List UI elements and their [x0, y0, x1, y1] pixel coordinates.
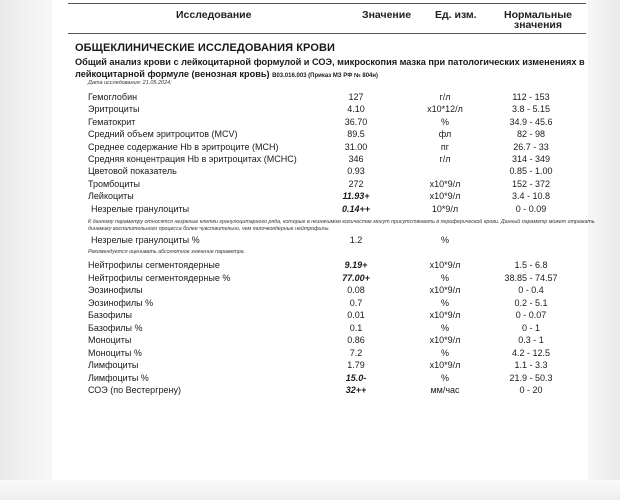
table-row	[88, 117, 588, 129]
table-row	[88, 360, 588, 372]
row-name: Базофилы %	[88, 322, 143, 333]
row-name: Лимфоциты %	[88, 372, 149, 383]
row-ref: 3.8 - 5.15	[511, 104, 551, 115]
table-row	[88, 385, 588, 397]
row-value: 4.10	[347, 104, 365, 115]
row-ref: 0 - 0.4	[518, 285, 544, 295]
table-row	[88, 154, 588, 166]
page-edge-bottom	[0, 480, 620, 500]
row-name: Эритроциты	[88, 104, 140, 115]
header-norm-line1: Нормальные	[503, 9, 572, 21]
row-value: 0.08	[347, 285, 365, 295]
table-row	[88, 191, 588, 203]
row-unit: x10*9/л	[429, 285, 461, 295]
row-ref: 0 - 0.07	[515, 310, 547, 320]
row-value: 0.7	[349, 297, 363, 308]
row-value: 0.1	[349, 322, 363, 333]
row-ref: 0.85 - 1.00	[509, 166, 553, 177]
row-value: 1.79	[347, 360, 365, 370]
table-row	[88, 92, 588, 104]
row-name: Гематокрит	[88, 116, 136, 127]
panel-date: Дата исследования: 21.05.2024;	[88, 80, 172, 86]
row-unit: фл	[438, 129, 452, 140]
row-unit: мм/час	[430, 385, 460, 395]
row-ref: 34.9 - 45.6	[509, 116, 553, 127]
note-recommendation: Рекомендуется оценивать абсолютное значение параметра.	[88, 249, 246, 255]
row-ref: 314 - 349	[511, 154, 551, 164]
row-name: Среднее содержание Hb в эритроците (MCH)	[88, 141, 279, 152]
row-value: 9.19+	[344, 260, 368, 270]
row-ref: 0 - 1	[521, 322, 540, 333]
row-ref: 1.1 - 3.3	[514, 360, 548, 370]
row-name: Моноциты	[88, 335, 132, 345]
row-name: Гемоглобин	[88, 92, 138, 102]
header-top-rule	[68, 3, 586, 4]
row-ref: 21.9 - 50.3	[509, 372, 553, 383]
table-row	[88, 348, 588, 360]
table-row	[88, 373, 588, 385]
row-unit: %	[440, 372, 449, 383]
row-name: Средний объем эритроцитов (MCV)	[88, 129, 238, 140]
row-unit: 10*9/л	[431, 203, 459, 214]
row-ref: 26.7 - 33	[513, 141, 549, 152]
row-ref: 152 - 372	[511, 178, 551, 189]
header-unit: Ед. изм.	[435, 9, 477, 21]
row-ref: 0 - 0.09	[515, 203, 547, 214]
row-ref: 4.2 - 12.5	[511, 347, 551, 358]
header-norm-line2: значения	[514, 19, 562, 31]
row-ref: 3.4 - 10.8	[511, 191, 551, 202]
table-row	[88, 335, 588, 347]
row-unit: пг	[440, 141, 450, 152]
row-unit: %	[440, 297, 449, 308]
row-value: 272	[348, 178, 364, 189]
row-value: 127	[348, 92, 364, 102]
row-name: Средняя концентрация Hb в эритроцитах (MCHC)	[88, 154, 297, 164]
table-row	[88, 204, 588, 216]
row-unit: x10*9/л	[429, 260, 461, 270]
row-unit: %	[440, 347, 449, 358]
table-row	[88, 235, 588, 247]
row-value: 32++	[345, 385, 367, 395]
row-value: 15.0-	[345, 372, 367, 383]
table-row	[88, 285, 588, 297]
table-row	[88, 273, 588, 285]
row-ref: 0.2 - 5.1	[514, 297, 548, 308]
table-row	[88, 179, 588, 191]
row-name: Эозинофилы %	[88, 297, 154, 308]
row-value: 89.5	[347, 129, 365, 140]
row-value: 0.93	[347, 166, 365, 177]
row-unit: %	[440, 322, 449, 333]
panel-title-text: Общий анализ крови с лейкоцитарной формулой и СОЭ, микроскопия мазка при патологических изменениях в лейкоцитарной формуле (венозная кровь)	[75, 57, 585, 79]
table-row	[88, 298, 588, 310]
table-row	[88, 142, 588, 154]
row-unit: x10*9/л	[429, 191, 461, 202]
row-name: Моноциты %	[88, 347, 142, 358]
row-value: 1.2	[349, 235, 363, 245]
row-name: СОЭ (по Вестергрену)	[88, 385, 181, 395]
row-name: Незрелые гранулоциты	[91, 203, 190, 214]
note-immature-granulocytes: К данному параметру относятся незрелые клетки гранулоцитарного ряда, которые в незначимом количестве могут присутствовать в периферической крови. Данный параметр может отражать динамику воспалительного процесса более чувствительно, чем палочкоядерные нейтрофилы.	[88, 219, 595, 232]
row-value: 0.86	[347, 335, 365, 345]
row-unit: %	[440, 272, 449, 283]
row-value: 0.14++	[341, 203, 371, 214]
row-value: 11.93+	[342, 191, 370, 202]
row-value: 77.00+	[342, 272, 370, 283]
header-value: Значение	[362, 9, 412, 21]
section-title: ОБЩЕКЛИНИЧЕСКИЕ ИССЛЕДОВАНИЯ КРОВИ	[75, 42, 336, 54]
table-row	[88, 323, 588, 335]
row-name: Лейкоциты	[88, 191, 134, 202]
row-ref: 82 - 98	[516, 129, 546, 140]
row-unit: x10*9/л	[429, 360, 461, 370]
row-ref: 38.85 - 74.57	[504, 272, 558, 283]
row-unit: x10*9/л	[429, 178, 461, 189]
row-value: 7.2	[349, 347, 363, 358]
table-row	[88, 260, 588, 272]
row-name: Лимфоциты	[88, 360, 139, 370]
row-unit: г/л	[439, 154, 451, 164]
row-unit: x10*9/л	[429, 310, 461, 320]
row-name: Нейтрофилы сегментоядерные	[88, 260, 220, 270]
row-unit: %	[440, 235, 449, 245]
row-unit: г/л	[439, 92, 451, 102]
row-name: Эозинофилы	[88, 285, 143, 295]
page-edge-left	[0, 0, 52, 500]
row-ref: 112 - 153	[512, 92, 550, 102]
row-value: 36.70	[344, 116, 368, 127]
row-unit: x10*12/л	[427, 104, 463, 115]
table-row	[88, 310, 588, 322]
row-value: 0.01	[347, 310, 365, 320]
row-ref: 0 - 20	[519, 385, 543, 395]
row-ref: 1.5 - 6.8	[514, 260, 548, 270]
panel-code: B03.016.003 (Приказ МЗ РФ № 804н)	[272, 72, 379, 79]
row-name: Нейтрофилы сегментоядерные %	[88, 272, 231, 283]
table-row	[88, 166, 588, 178]
row-name: Цветовой показатель	[88, 166, 177, 177]
table-row	[88, 129, 588, 141]
row-unit: %	[440, 116, 449, 127]
row-name: Тромбоциты	[88, 178, 141, 189]
header-study: Исследование	[176, 9, 252, 21]
row-unit: x10*9/л	[429, 335, 461, 345]
row-name: Незрелые гранулоциты %	[91, 235, 200, 245]
row-value: 31.00	[344, 141, 368, 152]
row-value: 346	[348, 154, 364, 164]
header-bottom-rule	[68, 33, 586, 34]
table-row	[88, 104, 588, 116]
row-name: Базофилы	[88, 310, 132, 320]
panel-title	[75, 57, 590, 82]
row-ref: 0.3 - 1	[518, 335, 544, 345]
